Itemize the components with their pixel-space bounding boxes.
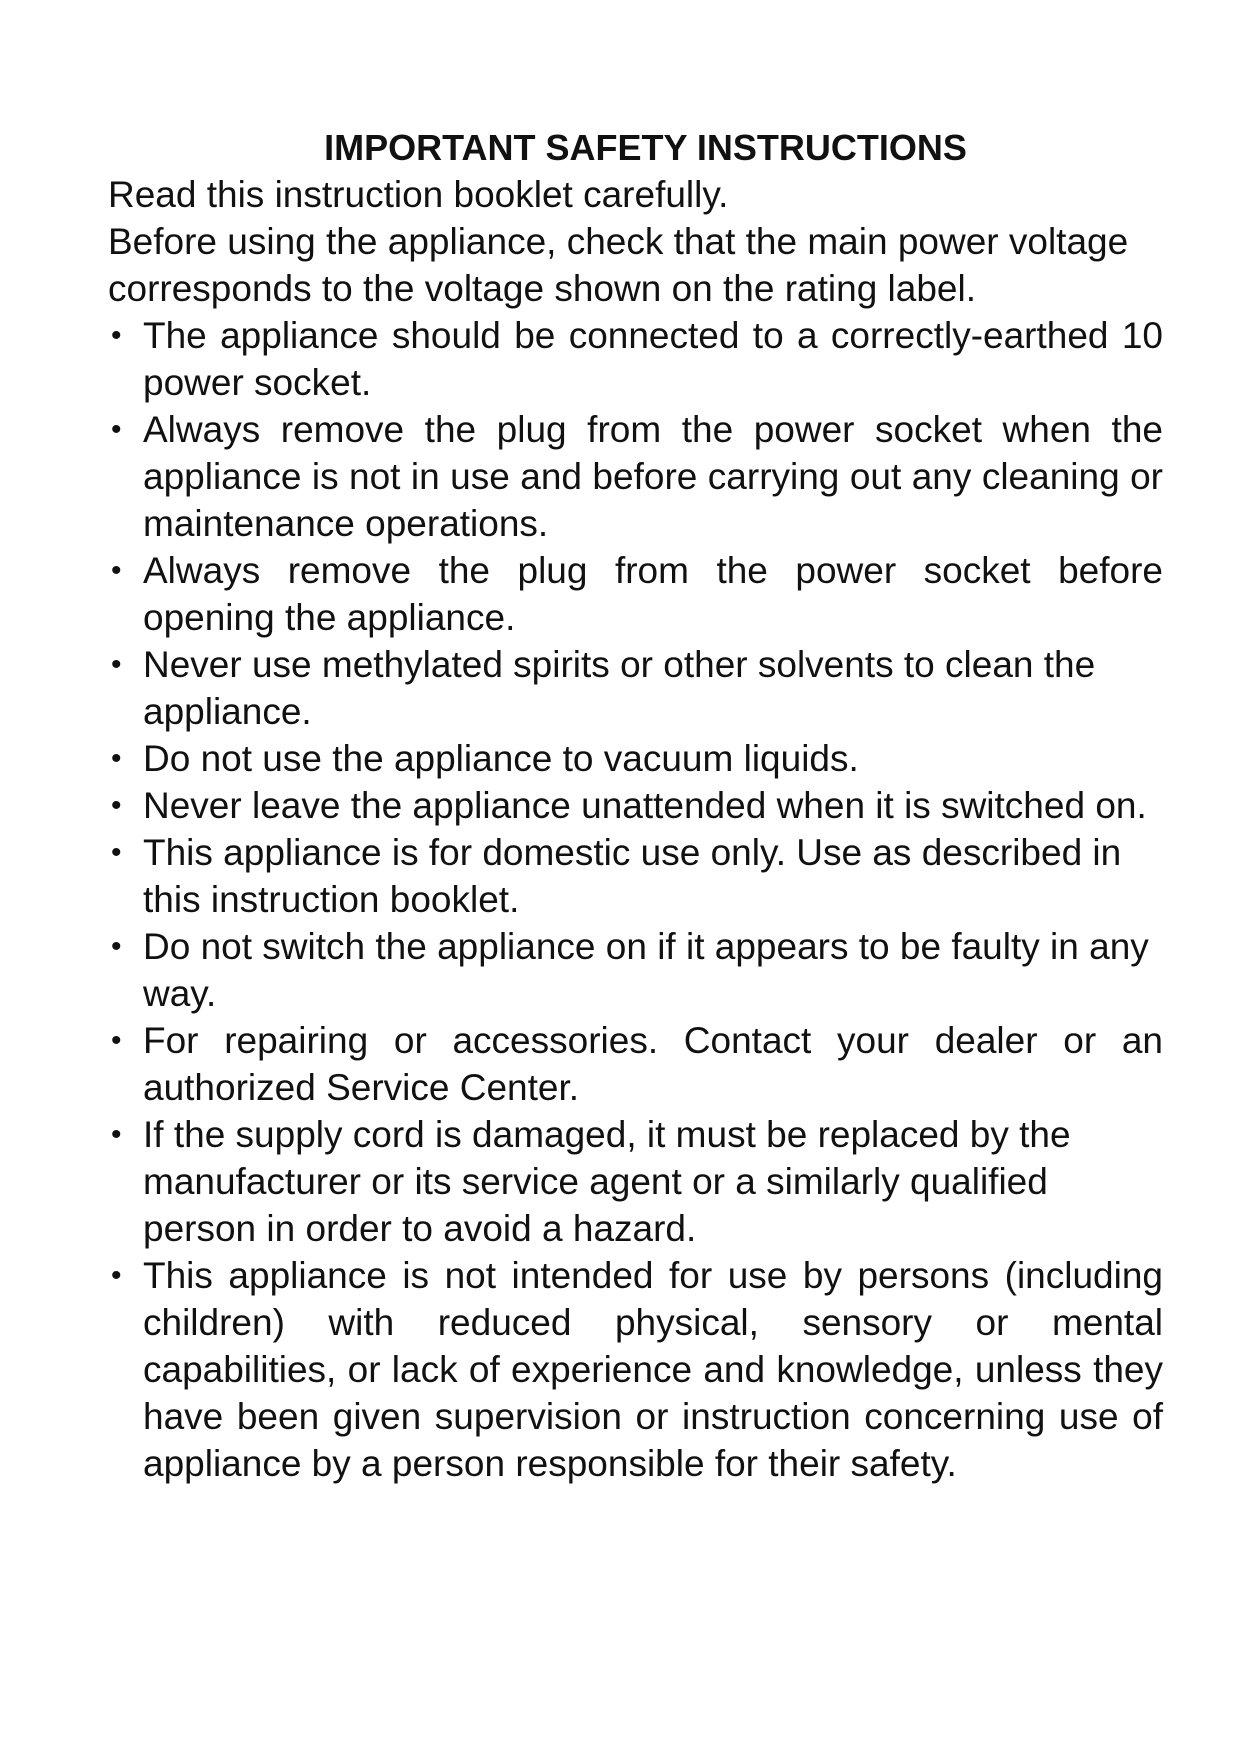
intro-paragraph-1: Read this instruction booklet carefully. — [108, 174, 729, 215]
list-item-text: This appliance is not intended for use by persons (including children) with reduced physical, sensory or mental capabilities, or lack of experience and knowledge, unless they have been given supervision or instruction concerning use of appliance by a person responsible for their safety. — [143, 1255, 1163, 1484]
list-item — [108, 1252, 1163, 1487]
bullet-icon: • — [111, 554, 122, 587]
list-item-text: If the supply cord is damaged, it must be replaced by the manufacturer or its service agent or a similarly qualified person in order to avoid a hazard. — [143, 1114, 1071, 1249]
list-item-text: Never use methylated spirits or other solvents to clean the appliance. — [143, 644, 1096, 732]
list-item — [108, 406, 1163, 547]
bullet-icon: • — [111, 789, 122, 822]
list-item-text: Always remove the plug from the power socket before opening the appliance. — [143, 550, 1163, 638]
list-item — [108, 735, 1163, 782]
list-item — [108, 641, 1163, 735]
bullet-icon: • — [111, 836, 122, 869]
list-item — [108, 1111, 1163, 1252]
intro-paragraph-2: Before using the appliance, check that the main power voltage corresponds to the voltage shown on the rating label. — [108, 221, 1129, 309]
list-item-text: Always remove the plug from the power socket when the appliance is not in use and before carrying out any cleaning or maintenance operations. — [143, 409, 1163, 544]
list-item-text: The appliance should be connected to a correctly-earthed 10 power socket. — [143, 315, 1163, 403]
bullet-icon: • — [111, 1024, 122, 1057]
list-item-text: Do not switch the appliance on if it appears to be faulty in any way. — [143, 926, 1149, 1014]
instruction-page — [108, 124, 1163, 1487]
list-item — [108, 312, 1163, 406]
list-item-text: For repairing or accessories. Contact your dealer or an authorized Service Center. — [143, 1020, 1163, 1108]
bullet-icon: • — [111, 1118, 122, 1151]
bullet-icon: • — [111, 413, 122, 446]
list-item-text: Never leave the appliance unattended when it is switched on. — [143, 785, 1147, 826]
bullet-icon: • — [111, 742, 122, 775]
list-item-text: Do not use the appliance to vacuum liquids. — [143, 738, 859, 779]
page-title: IMPORTANT SAFETY INSTRUCTIONS — [324, 127, 967, 168]
bullet-icon: • — [111, 930, 122, 963]
safety-instructions-list — [108, 312, 1163, 1487]
list-item — [108, 782, 1163, 829]
bullet-icon: • — [111, 1259, 122, 1292]
list-item — [108, 547, 1163, 641]
list-item-text: This appliance is for domestic use only. Use as described in this instruction booklet. — [143, 832, 1122, 920]
list-item — [108, 1017, 1163, 1111]
list-item — [108, 829, 1163, 923]
bullet-icon: • — [111, 648, 122, 681]
list-item — [108, 923, 1163, 1017]
bullet-icon: • — [111, 319, 122, 352]
